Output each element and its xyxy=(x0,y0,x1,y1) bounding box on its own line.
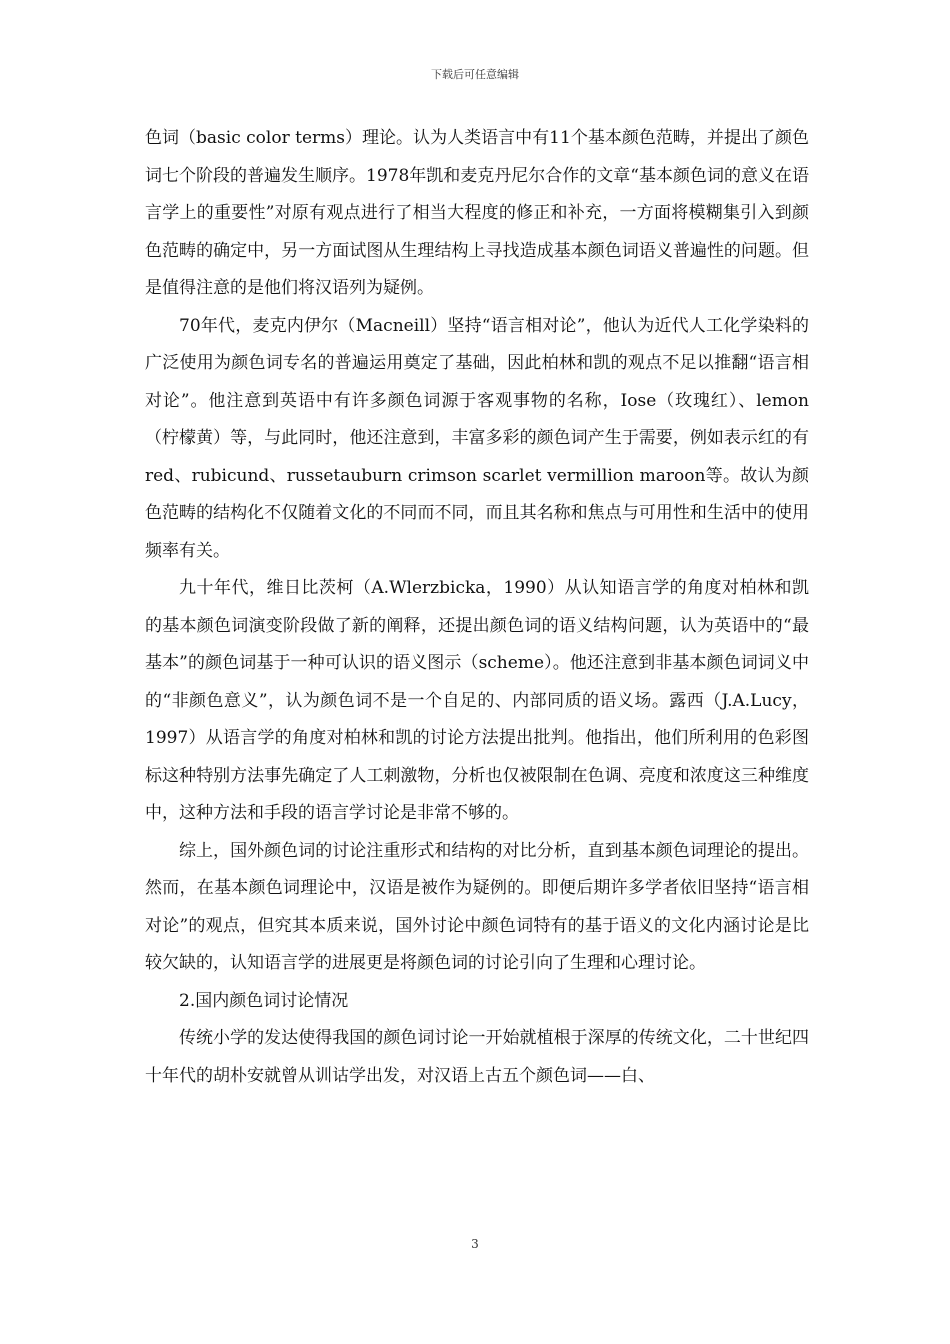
page-number: 3 xyxy=(471,1237,479,1251)
paragraph-1: 色词（basic color terms）理论。认为人类语言中有11个基本颜色范畴，并提出了颜色词七个阶段的普遍发生顺序。1978年凯和麦克丹尼尔合作的文章“基本颜色词的意义在语言学上的重要性”对原有观点进行了相当大程度的修正和补充，一方面将模糊集引入到颜色范畴的确定中，另一方面试图从生理结构上寻找造成基本颜色词语义普遍性的问题。但是值得注意的是他们将汉语列为疑例。 xyxy=(145,128,809,298)
document-body xyxy=(145,120,809,1095)
paragraph-4: 综上，国外颜色词的讨论注重形式和结构的对比分析，直到基本颜色词理论的提出。然而，在基本颜色词理论中，汉语是被作为疑例的。即便后期许多学者依旧坚持“语言相对论”的观点，但究其本质来说，国外讨论中颜色词特有的基于语义的文化内涵讨论是比较欠缺的，认知语言学的进展更是将颜色词的讨论引向了生理和心理讨论。 xyxy=(145,840,809,973)
paragraph-3: 九十年代，维日比茨柯（A.Wlerzbicka，1990）从认知语言学的角度对柏林和凯的基本颜色词演变阶段做了新的阐释，还提出颜色词的语义结构问题，认为英语中的“最基本”的颜色词基于一种可认识的语义图示（scheme）。他还注意到非基本颜色词词义中的“非颜色意义”，认为颜色词不是一个自足的、内部同质的语义场。露西（J.A.Lucy，1997）从语言学的角度对柏林和凯的讨论方法提出批判。他指出，他们所利用的色彩图标这种特别方法事先确定了人工刺激物，分析也仅被限制在色调、亮度和浓度这三种维度中，这种方法和手段的语言学讨论是非常不够的。 xyxy=(145,578,809,823)
page-header: 下载后可任意编辑 xyxy=(431,68,519,81)
paragraph-5: 传统小学的发达使得我国的颜色词讨论一开始就植根于深厚的传统文化，二十世纪四十年代的胡朴安就曾从训诂学出发，对汉语上古五个颜色词——白、 xyxy=(145,1028,809,1086)
paragraph-2: 70年代，麦克内伊尔（Macneill）坚持“语言相对论”，他认为近代人工化学染料的广泛使用为颜色词专名的普遍运用奠定了基础，因此柏林和凯的观点不足以推翻“语言相对论”。他注意到英语中有许多颜色词源于客观事物的名称，Iose（玫瑰红）、lemon（柠檬黄）等，与此同时，他还注意到，丰富多彩的颜色词产生于需要，例如表示红的有red、rubicund、russetauburn crimson scarlet vermillion maroon等。故认为颜色范畴的结构化不仅随着文化的不同而不同，而且其名称和焦点与可用性和生活中的使用频率有关。 xyxy=(145,315,809,561)
section-heading: 2.国内颜色词讨论情况 xyxy=(179,990,349,1011)
